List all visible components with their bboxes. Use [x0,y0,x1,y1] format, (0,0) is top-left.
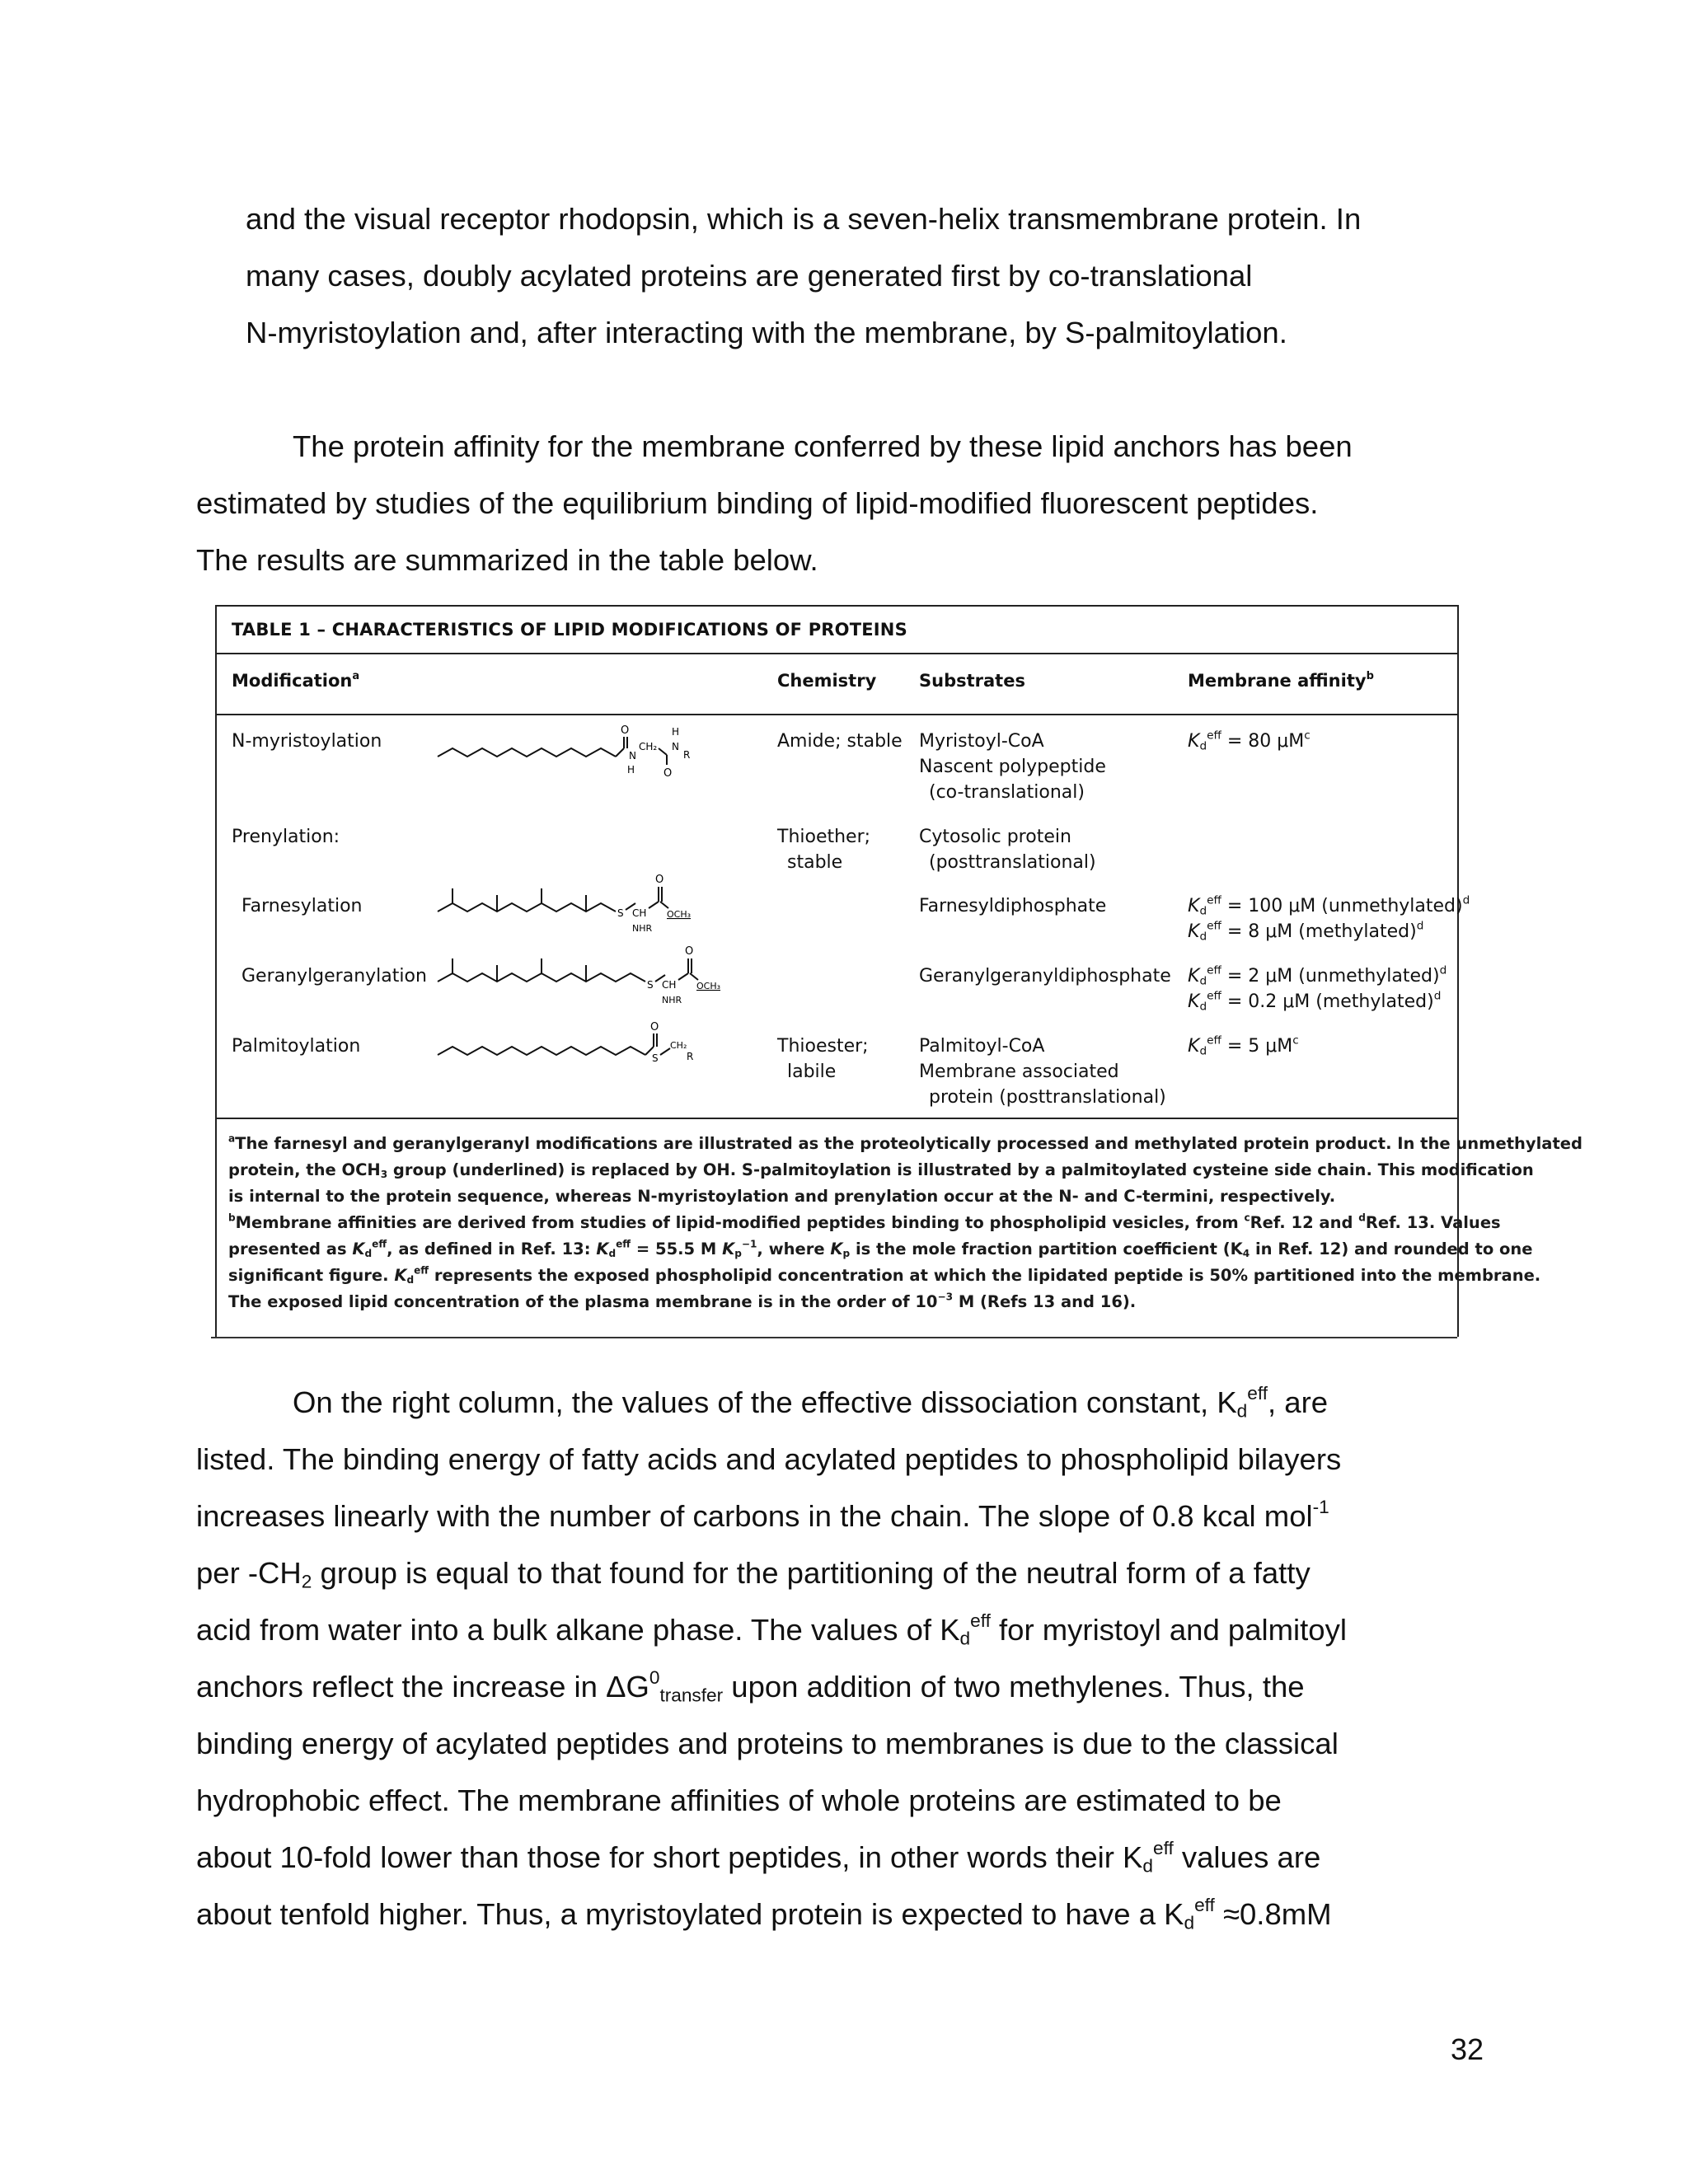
header-membrane-affinity: Membrane affinity$^b$ [1188,669,1374,691]
svg-text:CH₂: CH₂ [639,741,658,752]
svg-text:CH: CH [632,907,647,919]
row-palmitoylation-chemistry: Thioester; labile [777,1036,869,1082]
row-farnesylation-substrates: Farnesyldiphosphate [919,896,1107,916]
svg-text:O: O [663,767,673,780]
table-rule [217,714,1457,715]
farnesyl-structure [431,870,711,936]
text-line: increases linearly with the number of carbons in the chain. The slope of 0.8 kcal mol$^{-1}$ [196,1497,1329,1533]
paragraph-2 [196,418,1482,588]
table-footnotes [228,1131,1582,1315]
text-line: and the visual receptor rhodopsin, which is a seven-helix transmembrane protein. In [246,202,1362,236]
header-substrates: Substrates [919,671,1025,691]
svg-text:N: N [672,741,679,752]
table-1 [215,605,1582,1337]
text-line: estimated by studies of the equilibrium binding of lipid-modified fluorescent peptides. [196,486,1319,520]
paragraph-1 [196,190,1482,361]
text-line: per $-CH_2$ group is equal to that found for the partitioning of the neutral form of a fatty [196,1556,1311,1592]
svg-text:H: H [627,764,635,776]
text-line: listed. The binding energy of fatty acids and acylated peptides to phospholipid bilayers [196,1442,1342,1476]
svg-text:S: S [652,1052,659,1064]
paragraph-3 [196,1374,1482,1943]
row-prenylation-chemistry: Thioether; stable [777,827,871,873]
footnote-line: $^a$The farnesyl and geranylgeranyl modifications are illustrated as the proteolytically processed and methylated protein product. In the unmethylated [228,1132,1582,1153]
page-number: 32 [1450,2032,1484,2066]
row-myristoylation-chemistry: Amide; stable [777,731,903,752]
text-line: N-myristoylation and, after interacting with the membrane, by S-palmitoylation. [246,316,1287,349]
text-line: On the right column, the values of the effective dissociation constant, $K_d^{eff}$, are [293,1383,1329,1422]
footnote-line: presented as $K_d^{eff}$, as defined in Ref. 13: $K_d^{eff} = 55.5$ M $K_p^{-1}$, where $K_p$ is the mole fraction partition coefficient ($K_4$ in Ref. 12) and rounded to one [228,1238,1533,1260]
row-myristoylation-affinity: $K_d^{eff} = 80$ $\mu M^c$ [1188,729,1311,753]
svg-text:NHR: NHR [632,923,653,934]
myristoyl-structure [431,722,711,780]
text-line: acid from water into a bulk alkane phase. The values of $K_d^{eff}$ for myristoyl and palmitoyl [196,1610,1347,1649]
svg-text:S: S [617,907,624,919]
row-geranylgeranylation-substrates: Geranylgeranyldiphosphate [919,966,1171,987]
text-line: The protein affinity for the membrane conferred by these lipid anchors has been [293,429,1353,463]
text-line: about tenfold higher. Thus, a myristoylated protein is expected to have a $K_d^{eff} \approx 0.8mM$ [196,1895,1332,1933]
table-title: TABLE 1 – CHARACTERISTICS OF LIPID MODIFICATIONS OF PROTEINS [232,620,907,640]
table-bottom-rule [211,1337,1457,1338]
svg-text:O: O [655,874,664,886]
footnote-line: $^b$Membrane affinities are derived from studies of lipid-modified peptides binding to phospholipid vesicles, from $^c$Ref. 12 and $^d$Ref. 13. Values [228,1212,1501,1232]
text-line: many cases, doubly acylated proteins are generated first by co-translational [246,259,1253,293]
svg-text:OCH₃: OCH₃ [696,981,721,991]
row-myristoylation-substrates: Myristoyl-CoA Nascent polypeptide (co-translational) [919,731,1106,803]
footnote-line: protein, the $OCH_3$ group (underlined) is replaced by OH. S-palmitoylation is illustrated by a palmitoylated cysteine side chain. This modification [228,1160,1534,1181]
row-palmitoylation-substrates: Palmitoyl-CoA Membrane associated protein (posttranslational) [919,1036,1166,1108]
svg-text:N: N [629,750,636,762]
row-prenylation-name: Prenylation: [232,827,340,847]
row-geranylgeranylation-affinity: $K_d^{eff} = 2$ μM (unmethylated)$^d$ $K_d^{eff} = 0.2$ μM (methylated)$^d$ [1188,963,1447,1014]
footnote-line: The exposed lipid concentration of the plasma membrane is in the order of $10^{-3}$ M (Refs 13 and 16). [228,1291,1137,1311]
text-line: hydrophobic effect. The membrane affinities of whole proteins are estimated to be [196,1783,1282,1817]
svg-text:R: R [687,1051,694,1062]
row-prenylation-substrates: Cytosolic protein (posttranslational) [919,827,1096,873]
row-palmitoylation-name: Palmitoylation [232,1036,361,1057]
header-chemistry: Chemistry [777,671,877,691]
svg-text:R: R [683,749,691,761]
text-line: binding energy of acylated peptides and proteins to membranes is due to the classical [196,1727,1339,1760]
row-farnesylation-affinity: $K_d^{eff} = 100$ μM (unmethylated)$^d$ $K_d^{eff} = 8$ μM (methylated)$^d$ [1188,893,1470,944]
svg-text:CH: CH [662,979,677,991]
row-geranylgeranylation-name: Geranylgeranylation [241,966,427,987]
svg-text:H: H [672,726,680,738]
table-rule [217,1118,1457,1119]
svg-text:O: O [621,724,630,737]
svg-text:O: O [685,945,694,958]
text-line: anchors reflect the increase in $\Delta G^0_{transfer}$ upon addition of two methylenes. Thus, the [196,1667,1305,1706]
footnote-line: significant figure. $K_d^{eff}$ represents the exposed phospholipid concentration at which the lipidated peptide is 50% partitioned into the membrane. [228,1264,1541,1286]
svg-text:OCH₃: OCH₃ [667,909,692,920]
row-palmitoylation-affinity: $K_d^{eff} = 5$ $\mu M^c$ [1188,1033,1299,1058]
footnote-line: is internal to the protein sequence, whereas N-myristoylation and prenylation occur at the N- and C-termini, respectively. [228,1187,1336,1206]
svg-text:CH₂: CH₂ [670,1040,687,1051]
text-line: about 10-fold lower than those for short peptides, in other words their $K_d^{eff}$ values are [196,1838,1321,1877]
header-modification: Modification$^a$ [232,669,360,691]
svg-text:O: O [650,1021,659,1033]
table-rule [217,653,1457,654]
svg-text:S: S [647,979,654,991]
geranylgeranyl-structure [431,940,744,1006]
text-line: The results are summarized in the table below. [196,543,818,577]
row-myristoylation-name: N-myristoylation [232,731,382,752]
svg-text:NHR: NHR [662,995,682,1005]
row-farnesylation-name: Farnesylation [241,896,363,916]
palmitoyl-structure [431,1019,711,1076]
